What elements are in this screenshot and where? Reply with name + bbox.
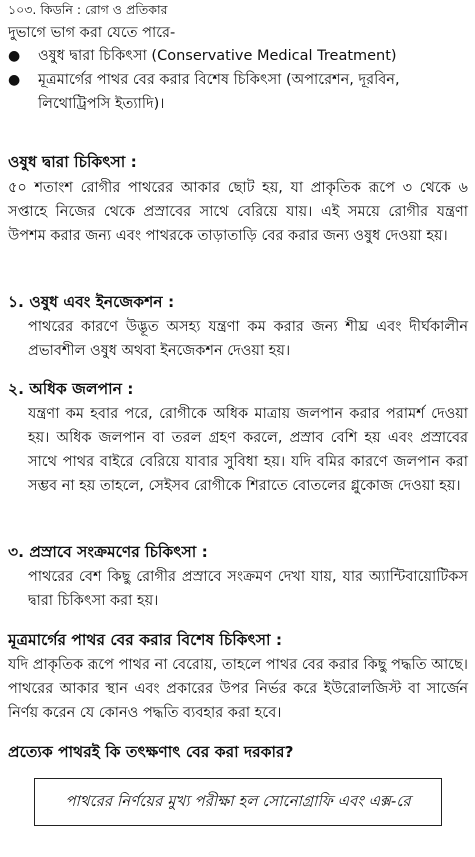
item2-heading: ২. অধিক জলপান : bbox=[8, 380, 134, 398]
bullet-list bbox=[8, 44, 468, 116]
bullet-item bbox=[8, 44, 468, 68]
bullet-dot-icon: ● bbox=[8, 72, 21, 88]
section-text-medicine: ৫০ শতাংশ রোগীর পাথরের আকার ছোট হয়, যা প্রাকৃতিক রূপে ৩ থেকে ৬ সপ্তাহে নিজের থেকে প্রস্রাবের সাথে বেরিয়ে যায়। এই সময়ে রোগীর যন্ত্রণা উপশম করার জন্য এবং পাথরকে তাড়াতাড়ি বের করার জন্য ওষুধ দেওয়া হয়। bbox=[8, 180, 468, 244]
item3-heading: ৩. প্রস্রাবে সংক্রমণের চিকিৎসা : bbox=[8, 543, 208, 561]
section-heading-special: মূত্রমার্গের পাথর বের করার বিশেষ চিকিৎসা : bbox=[8, 631, 283, 649]
intro-text: দুভাগে ভাগ করা যেতে পারে- bbox=[8, 25, 176, 41]
question-heading: প্রত্যেক পাথরই কি তৎক্ষণাৎ বের করা দরকার? bbox=[8, 743, 294, 761]
section-heading-medicine: ওষুধ দ্বারা চিকিৎসা : bbox=[8, 153, 137, 171]
item3-text: পাথরের বেশ কিছু রোগীর প্রস্রাবে সংক্রমণ দেখা যায়, যার অ্যান্টিবায়োটিকস দ্বারা চিকিৎসা করা হয়। bbox=[28, 569, 468, 609]
bullet-text: মূত্রমার্গের পাথর বের করার বিশেষ চিকিৎসা (অপারেশন, দূরবিন, লিথোট্রিপসি ইত্যাদি)। bbox=[38, 72, 400, 112]
item1-text: পাথরের কারণে উদ্ভূত অসহ্য যন্ত্রণা কম করার জন্য শীঘ্র এবং দীর্ঘকালীন প্রভাবশীল ওষুধ অথবা ইনজেকশন দেওয়া হয়। bbox=[28, 319, 468, 359]
item2-text: যন্ত্রণা কম হবার পরে, রোগীকে অধিক মাত্রায় জলপান করার পরামর্শ দেওয়া হয়। অধিক জলপান বা তরল গ্রহণ করলে, প্রস্রাব বেশি হয় এবং প্রস্রাবের সাথে পাথর বাইরে বেরিয়ে যাবার সুবিধা হয়। যদি বমির কারণে জলপান করা সম্ভব না হয় তাহলে, সেইসব রোগীকে শিরাতে বোতলের গ্লুকোজ দেওয়া হয়। bbox=[28, 406, 468, 494]
section-text-special: যদি প্রাকৃতিক রূপে পাথর না বেরোয়, তাহলে পাথর বের করার কিছু পদ্ধতি আছে। পাথরের আকার স্থান এবং প্রকারের উপর নির্ভর করে ইউরোলজিস্ট বা সার্জেন নির্ণয় করেন যে কোনও পদ্ধতি ব্যবহার করা হবে। bbox=[8, 657, 468, 721]
item1-heading: ১. ওষুধ এবং ইনজেকশন : bbox=[8, 293, 175, 311]
bullet-dot-icon: ● bbox=[8, 48, 21, 64]
boxed-note bbox=[34, 778, 442, 826]
bullet-item bbox=[8, 68, 468, 116]
bullet-text: ওষুধ দ্বারা চিকিৎসা (Conservative Medical Treatment) bbox=[38, 48, 397, 64]
boxed-note-text: পাথরের নির্ণয়ের মুখ্য পরীক্ষা হল সোনোগ্রাফি এবং এক্স-রে bbox=[65, 791, 411, 810]
page-header: ১০৩. কিডনি : রোগ ও প্রতিকার bbox=[8, 2, 168, 17]
